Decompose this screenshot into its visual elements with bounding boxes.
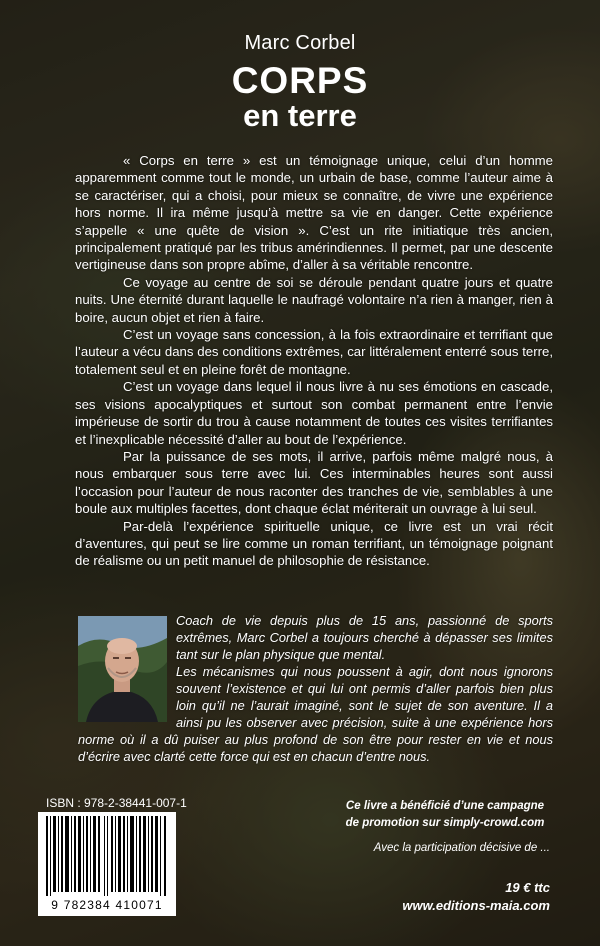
- summary-paragraph: « Corps en terre » est un témoignage unique, celui d’un homme apparemment comme tout le monde, un urbain de base, comme l’auteur aime à se caractériser, qui a choisi, pour mieux se connaître, de vivre une expérience hors norme. Il ira même jusqu’à mettre sa vie en danger. Cette expérience s’appelle « une quête de vision ». C’est un rite initiatique très ancien, principalement pratiqué par les tribus amérindiennes. Il permet, par une descente vertigineuse dans son propre abîme, d’aller à sa véritable rencontre.: [75, 153, 553, 273]
- author-photo: [78, 616, 167, 722]
- promo-line: Ce livre a bénéficié d’une campagne: [345, 800, 545, 812]
- summary-paragraph: C’est un voyage dans lequel il nous livre à nu ses émotions en cascade, ses visions apocalyptiques et surtout son combat permanent entre l’envie impérieuse de sortir du trou à cause notamment de toutes ces visites terrifiantes et l’inexplicable nécessité d’aller au bout de l’expérience.: [75, 379, 553, 447]
- title-line2: en terre: [243, 98, 357, 133]
- author-name: Marc Corbel: [244, 32, 356, 54]
- summary-paragraph: Par-delà l’expérience spirituelle unique, ce livre est un vrai récit d’aventures, qui peut se lire comme un roman terrifiant, un témoignage poignant de réalisme ou un petit manuel de philosophie de résistance.: [75, 518, 553, 569]
- publisher-website: www.editions-maia.com: [402, 898, 550, 913]
- bio-paragraph: Coach de vie depuis plus de 15 ans, passionné de sports extrêmes, Marc Corbel a toujours cherché à dépasser ses limites tant sur le plan physique que mental.: [176, 613, 553, 662]
- title-line1: CORPS: [231, 60, 369, 101]
- summary-paragraph: Par la puissance de ses mots, il arrive, parfois même malgré nous, à nous embarquer sous terre avec lui. Ces interminables heures sont aussi l’occasion pour l’auteur de nous raconter des tranches de vie, semblables à une boule aux multiples facettes, dont chaque éclat mériterait un ouvrage à lui seul.: [75, 448, 553, 517]
- promo-note: [340, 798, 550, 832]
- price: 19 € ttc: [505, 880, 550, 895]
- summary-text: [75, 152, 553, 570]
- summary-paragraph: Ce voyage au centre de soi se déroule pendant quatre jours et quatre nuits. Une éternité durant laquelle le naufragé volontaire n’a rien à manger, rien à boire, aucun objet et rien à faire.: [75, 274, 553, 325]
- summary-paragraph: C’est un voyage sans concession, à la fois extraordinaire et terrifiant que l’auteur a vécu dans des conditions extrêmes, car littéralement enterré sous terre, totalement seul et en pleine forêt de montagne.: [75, 327, 553, 377]
- barcode-number: 9 782384 410071: [51, 898, 163, 912]
- isbn: ISBN : 978-2-38441-007-1: [46, 796, 187, 810]
- participation-note: Avec la participation décisive de ...: [373, 842, 550, 854]
- bio-paragraph: Les mécanismes qui nous poussent à agir, dont nous ignorons souvent l’existence et qui lui ont permis d’aller parfois bien plus loin qu’il ne l’aurait imaginé, sont le sujet de son aventure. Il a ainsi pu les observer avec précision, suite à une expérience hors norme où il a dû puiser au plus profond de son être pour rester en vie et nous d’écrire avec clarté cette force qui est en chacun d’entre nous.: [78, 664, 553, 764]
- promo-line: de promotion sur simply-crowd.com: [345, 817, 545, 829]
